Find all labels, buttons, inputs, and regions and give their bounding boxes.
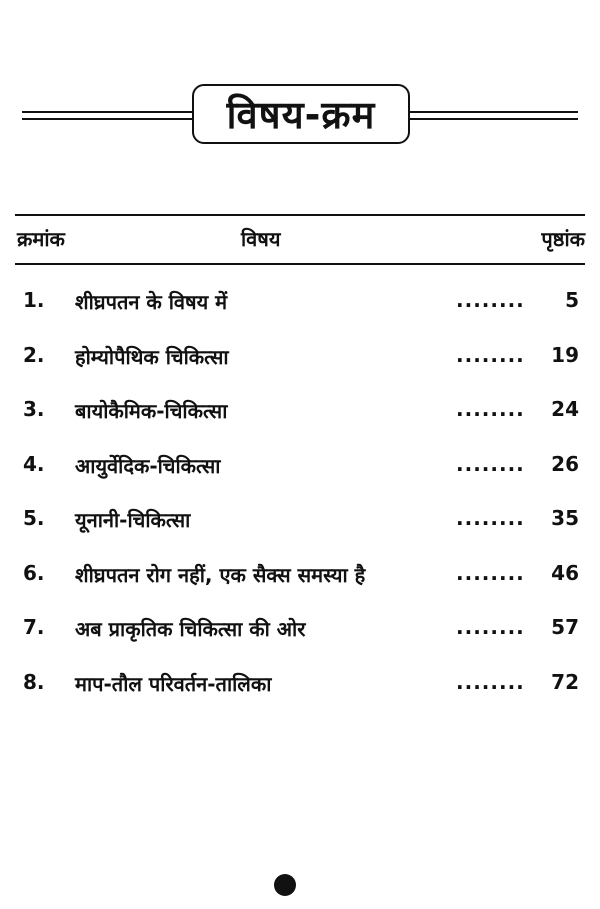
entry-page: 5 — [565, 288, 579, 312]
entry-title: शीघ्रपतन रोग नहीं, एक सैक्स समस्या है — [75, 562, 366, 587]
title-rule-right-top — [410, 111, 578, 113]
title-rule-right — [410, 111, 578, 121]
entry-title: आयुर्वेदिक-चिकित्सा — [75, 453, 221, 478]
contents-entry[interactable] — [15, 452, 585, 507]
entry-page: 19 — [551, 342, 579, 367]
entry-leader-dots: ........ — [456, 669, 525, 694]
entry-title: यूनानी-चिकित्सा — [75, 508, 191, 532]
title-box — [192, 84, 410, 144]
page-bullet-dot — [274, 874, 296, 896]
column-headers — [15, 225, 585, 259]
header-bottom-rule — [15, 263, 585, 265]
entry-page: 35 — [551, 506, 579, 530]
title-rule-left-top — [22, 111, 192, 113]
entry-title: शीघ्रपतन के विषय में — [75, 290, 228, 314]
entry-leader-dots: ........ — [456, 342, 525, 367]
entry-page: 46 — [551, 560, 579, 585]
entry-leader-dots: ........ — [456, 397, 525, 421]
entry-number: 3. — [23, 397, 45, 421]
contents-entry[interactable] — [15, 397, 585, 452]
entry-title: माप-तौल परिवर्तन-तालिका — [75, 671, 272, 696]
entry-leader-dots: ........ — [456, 615, 525, 639]
contents-entry[interactable] — [15, 561, 585, 616]
entry-number: 2. — [23, 342, 45, 367]
contents-entry[interactable] — [15, 670, 585, 725]
entry-number: 6. — [23, 560, 45, 585]
entry-leader-dots: ........ — [456, 288, 525, 312]
contents-entry[interactable] — [15, 506, 585, 561]
entry-leader-dots: ........ — [456, 506, 525, 530]
entry-title: अब प्राकृतिक चिकित्सा की ओर — [75, 617, 306, 641]
entry-leader-dots: ........ — [456, 451, 525, 476]
title-rule-left — [22, 111, 192, 121]
title-rule-left-bottom — [22, 118, 192, 120]
entry-leader-dots: ........ — [456, 560, 525, 585]
entry-page: 26 — [551, 451, 579, 476]
entry-page: 57 — [551, 615, 579, 639]
entry-number: 1. — [23, 288, 45, 312]
entry-title: होम्योपैथिक चिकित्सा — [75, 344, 229, 369]
entry-page: 72 — [551, 669, 579, 694]
contents-entry[interactable] — [15, 343, 585, 398]
entry-number: 7. — [23, 615, 45, 639]
entry-number: 4. — [23, 451, 45, 476]
title-rule-right-bottom — [410, 118, 578, 120]
contents-entry[interactable] — [15, 615, 585, 670]
entry-number: 5. — [23, 506, 45, 530]
contents-entry[interactable] — [15, 288, 585, 343]
title-band — [22, 84, 578, 148]
header-subject: विषय — [241, 227, 281, 251]
table-top-rule — [15, 214, 585, 216]
entry-title: बायोकैमिक-चिकित्सा — [75, 399, 228, 423]
contents-list — [15, 288, 585, 724]
header-number: क्रमांक — [17, 227, 65, 251]
header-page: पृष्ठांक — [541, 227, 585, 251]
page-title: विषय-क्रम — [226, 93, 376, 137]
entry-page: 24 — [551, 397, 579, 421]
entry-number: 8. — [23, 669, 45, 694]
